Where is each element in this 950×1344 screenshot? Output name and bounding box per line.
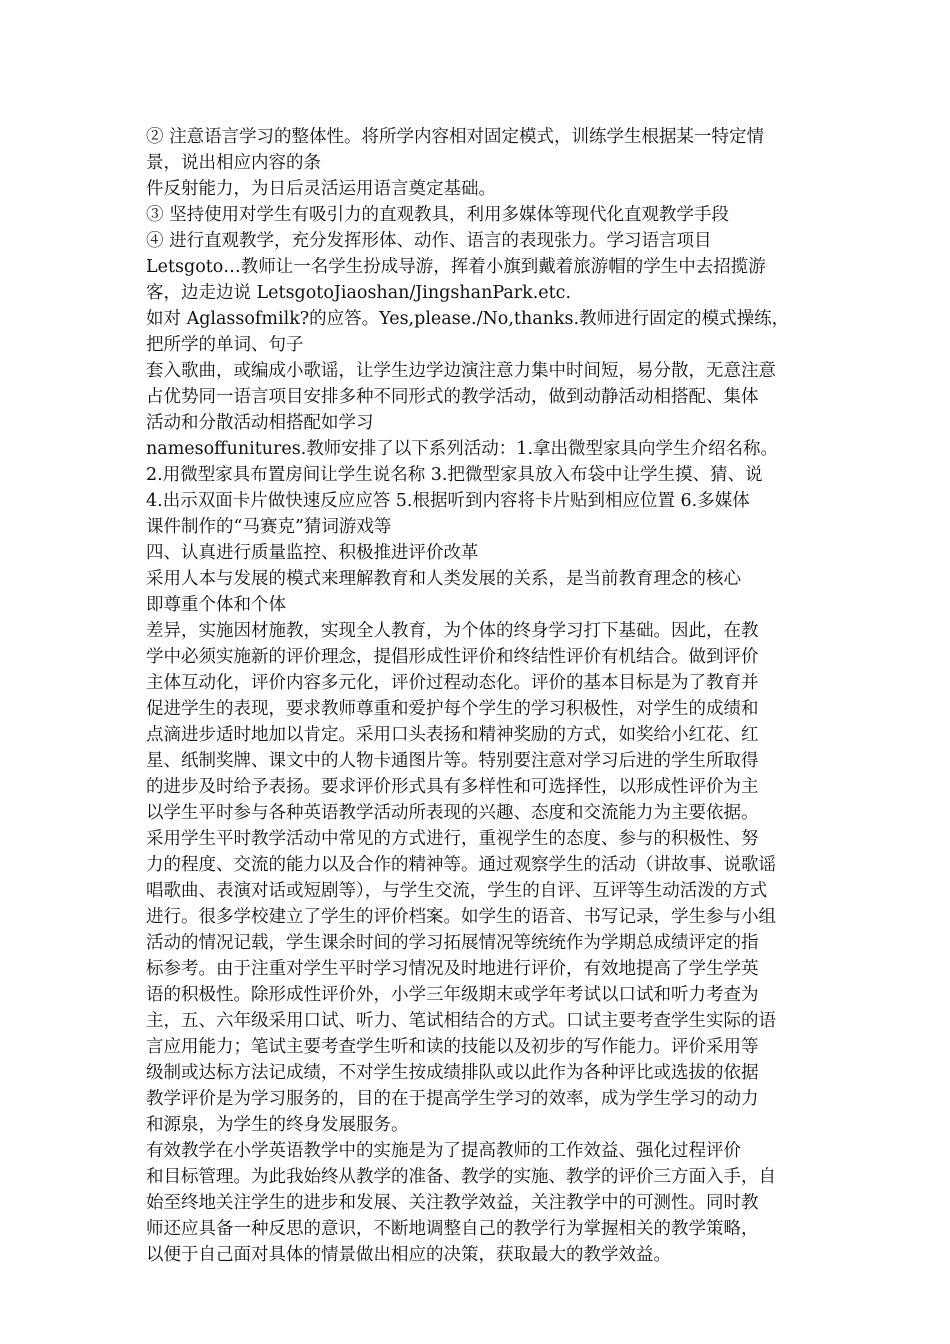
text-line: 2.用微型家具布置房间让学生说名称 3.把微型家具放入布袋中让学生摸、猜、说 (146, 465, 763, 485)
text-line: 采用人本与发展的模式来理解教育和人类发展的关系，是当前教育理念的核心 (146, 569, 741, 589)
text-line: 如对 Aglassofmilk?的应答。Yes,please./No,thanks.教师进行固定的模式操练， (146, 309, 790, 329)
text-line: 景，说出相应内容的条 (146, 153, 321, 173)
text-line: ④ 进行直观教学，充分发挥形体、动作、语言的表现张力。学习语言项目 (146, 231, 712, 251)
text-line: 进行。很多学校建立了学生的评价档案。如学生的语音、书写记录，学生参与小组 (146, 907, 776, 927)
text-line: 差异，实施因材施教，实现全人教育，为个体的终身学习打下基础。因此，在教 (146, 621, 759, 641)
text-line: 主，五、六年级采用口试、听力、笔试相结合的方式。口试主要考查学生实际的语 (146, 1011, 776, 1031)
text-line: 主体互动化，评价内容多元化，评价过程动态化。评价的基本目标是为了教育并 (146, 673, 759, 693)
text-line: 师还应具备一种反思的意识，不断地调整自己的教学行为掌握相关的教学策略， (146, 1219, 759, 1239)
text-line: ③ 坚持使用对学生有吸引力的直观教具，利用多媒体等现代化直观教学手段 (146, 205, 730, 225)
text-line: 件反射能力，为日后灵活运用语言奠定基础。 (146, 179, 496, 199)
text-line: 级制或达标方法记成绩，不对学生按成绩排队或以此作为各种评比或选拔的依据 (146, 1063, 759, 1083)
text-line: ② 注意语言学习的整体性。将所学内容相对固定模式，训练学生根据某一特定情 (146, 127, 765, 147)
text-line: 把所学的单词、句子 (146, 335, 304, 355)
text-line: 客，边走边说 LetsgotoJiaoshan/JingshanPark.etc. (146, 283, 572, 303)
text-line: Letsgoto…教师让一名学生扮成导游，挥着小旗到戴着旅游帽的学生中去招揽游 (146, 257, 766, 277)
text-line: 点滴进步适时地加以肯定。采用口头表扬和精神奖励的方式，如奖给小红花、红 (146, 725, 759, 745)
text-line: 始至终地关注学生的进步和发展、关注教学效益，关注教学中的可测性。同时教 (146, 1193, 759, 1213)
text-line: 有效教学在小学英语教学中的实施是为了提高教师的工作效益、强化过程评价 (146, 1141, 741, 1161)
text-line: 活动的情况记载，学生课余时间的学习拓展情况等统统作为学期总成绩评定的指 (146, 933, 759, 953)
text-line: 力的程度、交流的能力以及合作的精神等。通过观察学生的活动（讲故事、说歌谣 (146, 855, 776, 875)
text-line: 语的积极性。除形成性评价外，小学三年级期末或学年考试以口试和听力考查为 (146, 985, 759, 1005)
text-line: 唱歌曲、表演对话或短剧等），与学生交流，学生的自评、互评等生动活泼的方式 (146, 881, 768, 901)
text-line: 学中必须实施新的评价理念，提倡形成性评价和终结性评价有机结合。做到评价 (146, 647, 759, 667)
text-line: 占优势同一语言项目安排多种不同形式的教学活动，做到动静活动相搭配、集体 (146, 387, 759, 407)
text-line: 即尊重个体和个体 (146, 595, 286, 615)
text-line: 套入歌曲，或编成小歌谣，让学生边学边演注意力集中时间短，易分散，无意注意 (146, 361, 776, 381)
text-line: namesoffunitures.教师安排了以下系列活动：1.拿出微型家具向学生介绍名称。 (146, 439, 779, 459)
text-line: 以便于自己面对具体的情景做出相应的决策，获取最大的教学效益。 (146, 1245, 671, 1265)
section-heading: 四、认真进行质量监控、积极推进评价改革 (146, 543, 479, 563)
text-line: 星、纸制奖牌、课文中的人物卡通图片等。特别要注意对学习后进的学生所取得 (146, 751, 759, 771)
text-line: 言应用能力；笔试主要考查学生听和读的技能以及初步的写作能力。评价采用等 (146, 1037, 759, 1057)
text-line: 和源泉，为学生的终身发展服务。 (146, 1115, 409, 1135)
text-line: 标参考。由于注重对学生平时学习情况及时地进行评价，有效地提高了学生学英 (146, 959, 759, 979)
text-line: 4.出示双面卡片做快速反应应答 5.根据听到内容将卡片贴到相应位置 6.多媒体 (146, 491, 750, 511)
text-line: 和目标管理。为此我始终从教学的准备、教学的实施、教学的评价三方面入手，自 (146, 1167, 776, 1187)
document-page (146, 124, 814, 1268)
text-line: 促进学生的表现，要求教师尊重和爱护每个学生的学习积极性，对学生的成绩和 (146, 699, 759, 719)
text-line: 活动和分散活动相搭配如学习 (146, 413, 374, 433)
text-line: 教学评价是为学习服务的，目的在于提高学生学习的效率，成为学生学习的动力 (146, 1089, 759, 1109)
text-line: 的进步及时给予表扬。要求评价形式具有多样性和可选择性，以形成性评价为主 (146, 777, 759, 797)
text-line: 以学生平时参与各种英语教学活动所表现的兴趣、态度和交流能力为主要依据。 (146, 803, 759, 823)
text-line: 采用学生平时教学活动中常见的方式进行，重视学生的态度、参与的积极性、努 (146, 829, 759, 849)
text-line: 课件制作的“马赛克”猜词游戏等 (146, 517, 392, 537)
